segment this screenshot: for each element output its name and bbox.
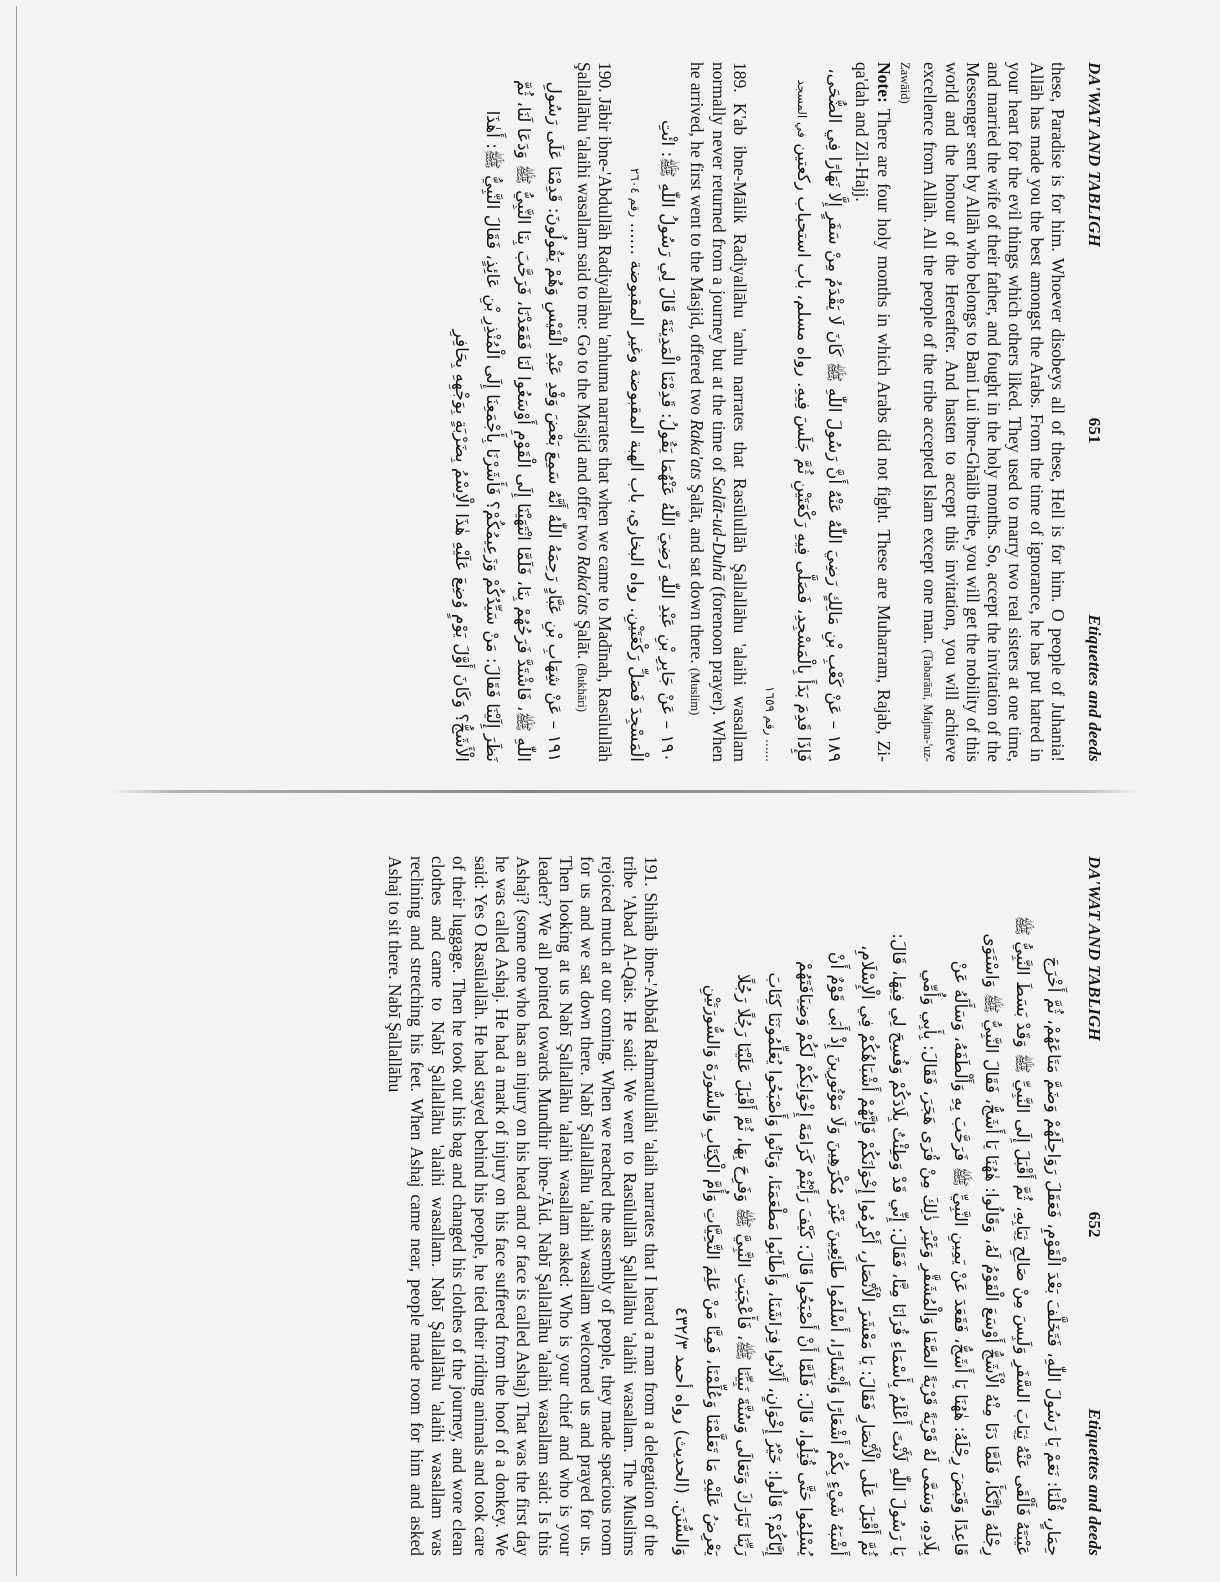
page-body (445, 62, 1068, 762)
hadith-text: 191. Shihāb ibne-'Abbād Rahmatullāhi 'alaih narrates that I heard a man from a delegation of the tribe 'Abad Al-Qais. He said: We went to Rasūlullāh Şallallāhu 'alaihi wasallam. The Muslims rejoiced much at our coming. When we reached the assembly of people, they made spacious room for us and we sat down there. Nabī Şallallāhu 'alaihi wasallam welcomed us and prayed for us. Then looking at us Nabī Şallallāhu 'alaihi wasallam asked: Who is your chief and who is your leader? We all pointed towards Mundhir ibne-'Āid. Nabī Şallallāhu 'alaihi wasallam said: Is this Ashaj? (some one who has an injury on his head and or face is called Ashaj) That was the first day he was called Ashaj. He had a mark of injury on his face suffered from the hoof of a donkey. We said: Yes O Rasūlallāh. He had stayed behind his people, he tied their riding animals and took care of their luggage. Then he took out his bag and changed his clothes of the journey, and wore clean clothes and came to Nabī Şallallāhu 'alaihi wasallam. Nabī Şallallāhu 'alaihi wasallam was reclining and stretching his feet. When Ashaj came near, people made room for him and asked Ashaj to sit there. Nabī Şallallāhu (385, 856, 661, 1556)
note-paragraph (851, 62, 894, 762)
page-652 (34, 856, 1104, 1556)
page-header (1080, 62, 1104, 762)
page-edge-line (16, 6, 17, 1576)
arabic-text: ١٩١ – عَنْ شِهَابِ بْنِ عَبَّادٍ رَحِمَهُ اللّٰهُ أَنَّهُ سَمِعَ بَعْضَ وَفْدِ عَبْدِ الْقَيْسِ وَهُمْ يَقُولُونَ: قَدِمْنَا عَلَى رَسُولِ اللّٰهِ ﷺ، فَاشْتَدَّ فَرَحُهُمْ بِنَا، فَلَمَّا انْتَهَيْنَا إِلَى الْقَوْمِ أَوْسَعُوا لَنَا فَقَعَدْنَا، فَرَحَّبَ بِنَا النَّبِيُّ ﷺ وَدَعَا لَنَا، ثُمَّ نَظَرَ إِلَيْنَا فَقَالَ: مَنْ سَيِّدُكُمْ وَزَعِيمُكُمْ؟ فَأَشَرْنَا بِأَجْمَعِنَا إِلَى الْمُنْذِرِ بْنِ عَائِذٍ، فَقَالَ النَّبِيُّ ﷺ: أَهٰذَا الْأَشَجُّ؟ وَكَانَ أَوَّلَ يَوْمٍ وُضِعَ عَلَيْهِ هٰذَا الْاِسْمُ بِضَرْبَةٍ بِوَجْهِهِ بِحَافِرِ (450, 79, 564, 762)
arabic-line: يَا رَسُولَ اللّٰهِ لَأَنْتَ أَعْلَمُ بِأَسْمَاءِ قُرَانَا مِنَّا، فَقَالَ: إِنِّي قَدْ وَطِئْتُ بِلَادَكُمْ وَفُسِحَ لِي فِيهَا، قَالَ: (888, 933, 908, 1556)
hadith-text: Şalāt, and sat down there. (687, 479, 708, 664)
arabic-line: حِمَارٍ، قُلْنَا: نَعَمْ يَا رَسُولَ اللّٰهِ، فَتَخَلَّفَ بَعْدَ الْقَوْمِ، فَعَقَلَ رَوَاحِلَهُمْ وَضَمَّ مَتَاعَهُمْ، ثُمَّ أَخْرَجَ (1043, 956, 1063, 1556)
running-title: DA'WAT AND TABLIGH (1085, 62, 1104, 247)
arabic-text: ١٨٩ – عَنْ كَعْبِ بْنِ مَالِكٍ رَضِيَ اللّٰهُ عَنْهُ أَنَّ رَسُولَ اللّٰهِ ﷺ كَانَ لَا يَقْدَمُ مِنْ سَفَرٍ إِلَّا نَهَارًا فِي الضُّحَى، فَإِذَا قَدِمَ بَدَأَ بِالْمَسْجِدِ، فَصَلَّى فِيهِ رَكْعَتَيْنِ ثُمَّ جَلَسَ فِيهِ. رواه مسلم، باب استحباب ركعتين (793, 68, 845, 762)
arabic-line: يَعْرِضُ عَلَيْهِ مَا تَعَلَّمْنَا وَعُلِّمْنَا، فَمِنَّا مَنْ عَلِمَ التَّحِيَّاتِ وَأُمَّ الْكِتَابِ وَالسُّورَةَ وَالسُّورَتَيْنِ (702, 984, 722, 1556)
arabic-line: وَالسُّنَنَ. (الحديث) رواه أحمد ٤٣٢/٣ (671, 1306, 691, 1556)
italic-term: Raka'ats (573, 555, 594, 616)
reference: (Muslim) (688, 668, 703, 716)
arabic-text: ١٩٠ – عَنْ جَابِرِ بْنِ عَبْدِ اللّٰهِ رَضِيَ اللّٰهُ عَنْهُمَا يَقُولُ: قَدِمْنَا الْمَدِينَةَ قَالَ لِي رَسُولُ اللّٰهِ ﷺ: ائْتِ الْمَسْجِدَ فَصَلِّ رَكْعَتَيْنِ. رواه البخاري، باب الهبة المقبوضة وغير المقبوضة ...... (626, 119, 678, 762)
running-title: DA'WAT AND TABLIGH (1085, 856, 1104, 1041)
arabic-hadith-190 (619, 62, 682, 762)
reference: (Bukhāri) (574, 663, 589, 713)
note-label: Note: (873, 62, 894, 103)
hadith-text: 189. K'ab ibne-Mālik Radiyallāhu 'anhu narrates that Rasūlullāh Şallallāhu 'alaihi wasallam normally never returned from a journey but at the time of (708, 62, 751, 762)
arabic-reference: رقم ٢٦٠٤ (628, 168, 643, 218)
arabic-line: عَيْبَتَهُ فَأَلْقَى عَنْهُ ثِيَابَ السَّفَرِ وَلَبِسَ مِنْ صَالِحِ ثِيَابِهِ، ثُمَّ أَقْبَلَ إِلَى النَّبِيِّ ﷺ وَقَدْ بَسَطَ النَّبِيُّ ﷺ (1012, 915, 1032, 1556)
italic-term: Raka'ats (687, 419, 708, 480)
arabic-hadith-191-continued (665, 856, 1068, 1556)
arabic-line: ثُمَّ أَقْبَلَ عَلَى الْأَنْصَارِ فَقَالَ: يَا مَعْشَرَ الْأَنْصَارِ، أَكْرِمُوا إِخْوَانَكُمْ فَإِنَّهُمْ أَشْبَاهُكُمْ فِي الْإِسْلَامِ، (857, 944, 877, 1556)
arabic-line: رَبِّنَا تَبَارَكَ وَتَعَالَى وَسُنَّةَ نَبِيِّنَا ﷺ، فَأَعْجَبَتِ النَّبِيَّ ﷺ وَفَرِحَ بِهَا، ثُمَّ أَقْبَلَ عَلَيْنَا رَجُلًا رَجُلًا (733, 973, 753, 1556)
arabic-hadith-191 (445, 62, 569, 762)
page-number: 652 (1085, 1211, 1104, 1238)
page-number: 651 (1085, 417, 1104, 444)
hadith-text: Şalāt. (573, 615, 594, 660)
hadith-190 (571, 62, 616, 762)
section-title: Etiquettes and deeds (1085, 614, 1104, 762)
arabic-line: قَاعِدًا وَقَبَضَ رِجْلَهُ: هٰهُنَا يَا أَشَجُّ، فَقَعَدَ عَنْ يَمِينِ النَّبِيِّ ﷺ فَرَحَّبَ بِهِ وَأَلْطَفَهُ، وَسَأَلَهُ عَنْ (950, 960, 970, 1556)
arabic-line: رِجْلَهُ وَاتَّكَأَ، فَلَمَّا دَنَا مِنْهُ الْأَشَجُّ أَوْسَعَ الْقَوْمُ لَهُ، وَقَالُوا: هٰهُنَا يَا أَشَجُّ، فَقَالَ النَّبِيُّ ﷺ وَاسْتَوَى (981, 933, 1001, 1556)
arabic-line: أَشْبَهُ شَيْءٍ بِكُمْ أَشْعَارًا وَأَبْشَارًا، أَسْلَمُوا طَائِعِينَ غَيْرَ مُكْرَهِينَ وَلَا مَوْتُورِينَ إِذْ أَبَى قَوْمٌ أَنْ (826, 951, 846, 1556)
note-text: There are four holy months in which Arabs did not fight. These are Muharram, Rajab, Zi-qa'dah and Zil-Hajj. (852, 62, 894, 762)
hadith-191 (384, 856, 661, 1556)
reference: (Tabarānī, Majma-'uz-Zawāid) (897, 62, 936, 762)
paragraph-text: these, Paradise is for him. Whoever disobeys all of these, Hell is for him. O people of Juhania! Allāh has made you the best amongst the Arabs. From the time of ignorance, he has put hatred in your heart for the evil things which others liked. They used to marry two real sisters at one time, and married the wife of their father, and fought in the holy months. So, accept the invitation of the Messenger sent by Allāh who belongs to Bani Lui ibne-Ghālib tribe, you will get the nobility of this world and the honour of the Hereafter. And hasten to accept this invitation, you will achieve excellence from Allāh. All the people of the tribe accepted Islam except one man. (920, 62, 1068, 762)
page-fold-line (110, 790, 1140, 793)
arabic-line: يُسْلِمُوا حَتَّى قُتِلُوا، قَالَ: فَلَمَّا أَنْ أَصْبَحُوا قَالَ: كَيْفَ رَأَيْتُمْ كَرَامَةَ إِخْوَانِكُمْ لَكُمْ وَضِيَافَتَهُمْ (795, 960, 815, 1556)
hadith-189 (684, 62, 750, 762)
page-body (384, 856, 1068, 1556)
hadith-text: (forenoon prayer). When he arrived, he first went to the Masjid, offered two (687, 62, 729, 762)
arabic-line: إِيَّاكُمْ؟ قَالُوا: خَيْرُ إِخْوَانٍ، أَلَانُوا فِرَاشَنَا، وَأَطَابُوا مَطْعَمَنَا، وَبَاتُوا وَأَصْبَحُوا يُعَلِّمُونَنَا كِتَابَ (764, 972, 784, 1556)
italic-term: Salāt-ud-Duhā (708, 476, 729, 581)
arabic-line: بِلَادِهِ، وَسَمَّى لَهُ قَرْيَةً قَرْيَةً الصَّفَا وَالْمُشَقَّرِ وَغَيْرَ ذٰلِكَ مِنْ قُرَى هَجَرَ، فَقَالَ: بِأَبِي وَأُمِّي (919, 969, 939, 1556)
arabic-hadith-189 (754, 62, 849, 762)
arabic-reference: في المسجد ...... رقم ١٦٥٩ (763, 79, 810, 762)
page-header (1080, 856, 1104, 1556)
hadith-text: 190. Jābir ibne-'Abdullāh Radiyallāhu 'anhuma narrates that when we came to Madīnah, Rasūlullāh Şallallāhu 'alaihi wasallam said to me: Go to the Masjid and offer two (573, 62, 616, 762)
page-651 (34, 62, 1104, 762)
section-title: Etiquettes and deeds (1085, 1408, 1104, 1556)
paragraph (894, 62, 1068, 762)
